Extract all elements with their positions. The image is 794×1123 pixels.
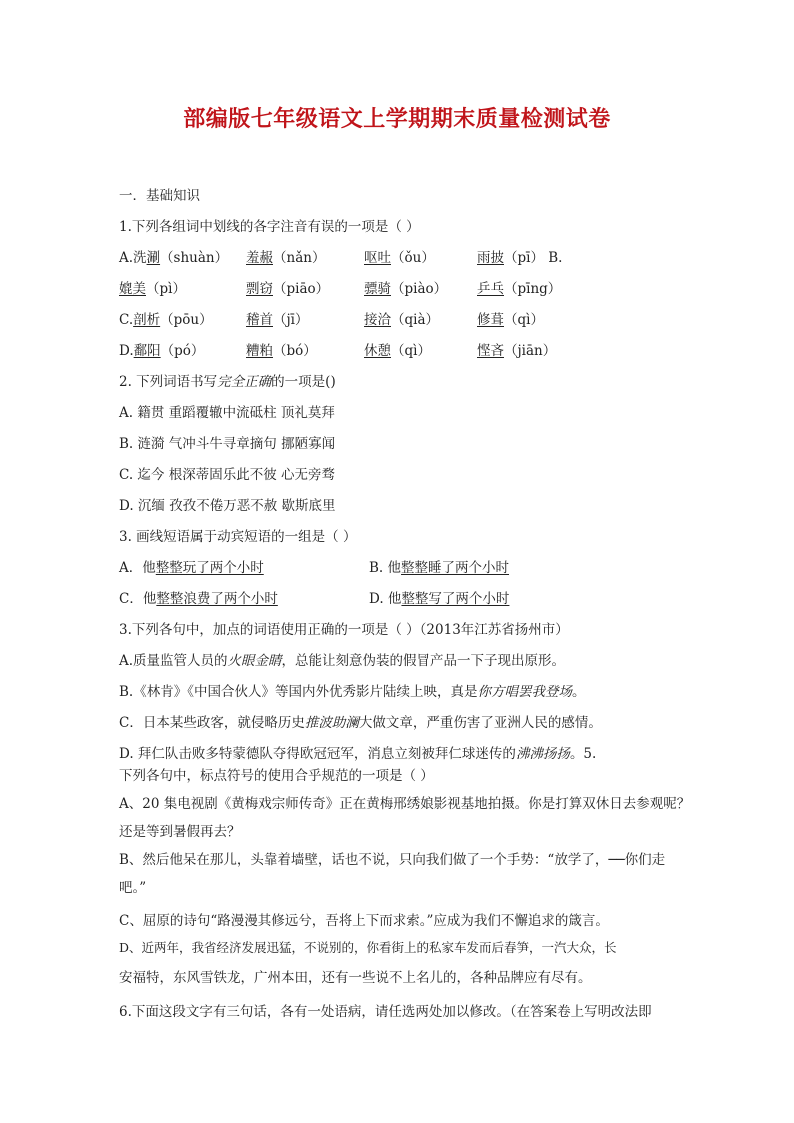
q6-stem: 6.下面这段文字有三句话，各有一处语病，请任选两处加以修改。（在答案卷上写明改法即 bbox=[119, 1004, 652, 1020]
q5-option-a-line2: 还是等到暑假再去？ bbox=[119, 824, 241, 840]
q2-option-d: D. 沉缅 孜孜不倦万恶不赦 歇斯底里 bbox=[119, 498, 336, 514]
q3b-option-d: D. 拜仁队击败多特蒙德队夺得欧冠冠军，消息立刻被拜仁球迷传的沸沸扬扬。5. bbox=[119, 746, 597, 762]
q1-item: 骠骑（piào） bbox=[364, 281, 448, 297]
section-heading: 一．基础知识 bbox=[119, 188, 200, 204]
q1-item: 接洽（qià） bbox=[364, 312, 440, 328]
q2-option-b: B. 涟漪 气冲斗牛寻章摘句 挪陋寡闻 bbox=[119, 436, 336, 452]
q5-option-b-line2: 吧。” bbox=[119, 880, 147, 896]
q3b-option-a: A.质量监管人员的火眼金睛，总能让刻意伪装的假冒产品一下子现出原形。 bbox=[119, 653, 566, 669]
page-title: 部编版七年级语文上学期期末质量检测试卷 bbox=[183, 107, 611, 132]
q3b-option-b: B.《林肯》《中国合伙人》等国内外优秀影片陆续上映，真是你方唱罢我登场。 bbox=[119, 684, 586, 700]
q3b-stem: 3.下列各句中，加点的词语使用正确的一项是（ ）（2013年江苏省扬州市） bbox=[119, 622, 569, 638]
q1-item: 媲美（pì） bbox=[119, 281, 186, 297]
q1-item: 修葺（qì） bbox=[477, 312, 544, 328]
q3a-option-a: A．他整整玩了两个小时 bbox=[119, 560, 264, 576]
q5-option-d-line1: D、近两年，我省经济发展迅猛，不说别的，你看街上的私家车发而后春笋，一汽大众，长 bbox=[119, 940, 617, 955]
q3b-option-c: C．日本某些政客，就侵略历史推波助澜大做文章，严重伤害了亚洲人民的感情。 bbox=[119, 715, 602, 731]
q1-item: 剽窃（piāo） bbox=[246, 281, 330, 297]
q5-option-d-line2: 安福特，东风雪铁龙，广州本田，还有一些说不上名儿的，各种品牌应有尽有。 bbox=[119, 970, 592, 986]
q2-option-a: A. 籍贯 重蹈覆辙中流砥柱 顶礼莫拜 bbox=[119, 405, 335, 421]
q5-option-c: C、屈原的诗句“路漫漫其修远兮，吾将上下而求索。”应成为我们不懈追求的箴言。 bbox=[119, 913, 609, 929]
q1-item: 雨披（pī） B. bbox=[477, 250, 563, 266]
q5-option-a-line1: A、20 集电视剧《黄梅戏宗师传奇》正在黄梅邢绣娘影视基地拍摄。你是打算双休日去参观呢？ bbox=[119, 796, 691, 812]
q3a-stem: 3. 画线短语属于动宾短语的一组是（ ） bbox=[119, 529, 357, 545]
q1-item: 乒乓（pīng） bbox=[477, 281, 562, 297]
q1-item: 悭吝（jiān） bbox=[477, 343, 557, 359]
q1-item: 稽首（jī） bbox=[246, 312, 309, 328]
q1-item: 羞赧（nǎn） bbox=[246, 250, 326, 266]
q1-item: 休憩（qì） bbox=[364, 343, 431, 359]
q1-item: D.鄱阳（pó） bbox=[119, 343, 205, 359]
q1-item: A.洗涮（shuàn） bbox=[119, 250, 229, 266]
q3a-option-b: B. 他整整睡了两个小时 bbox=[369, 560, 510, 576]
q3a-option-d: D. 他整整写了两个小时 bbox=[369, 591, 510, 607]
q1-item: 糟粕（bó） bbox=[246, 343, 317, 359]
q1-item: 呕吐（ǒu） bbox=[364, 250, 435, 266]
q1-stem: 1.下列各组词中划线的各字注音有误的一项是（ ） bbox=[119, 219, 420, 235]
q1-item: C.剖析（pōu） bbox=[119, 312, 213, 328]
q2-stem: 2. 下列词语书写完全正确的一项是() bbox=[119, 374, 336, 390]
q5-option-b-line1: B、然后他呆在那儿，头靠着墙壁，话也不说，只向我们做了一个手势：“放学了，──你们走 bbox=[119, 852, 666, 868]
q3a-option-c: C．他整整浪费了两个小时 bbox=[119, 591, 278, 607]
q5-stem: 下列各句中，标点符号的使用合乎规范的一项是（ ） bbox=[119, 768, 434, 784]
q2-option-c: C. 迄今 根深蒂固乐此不彼 心无旁骛 bbox=[119, 467, 336, 483]
